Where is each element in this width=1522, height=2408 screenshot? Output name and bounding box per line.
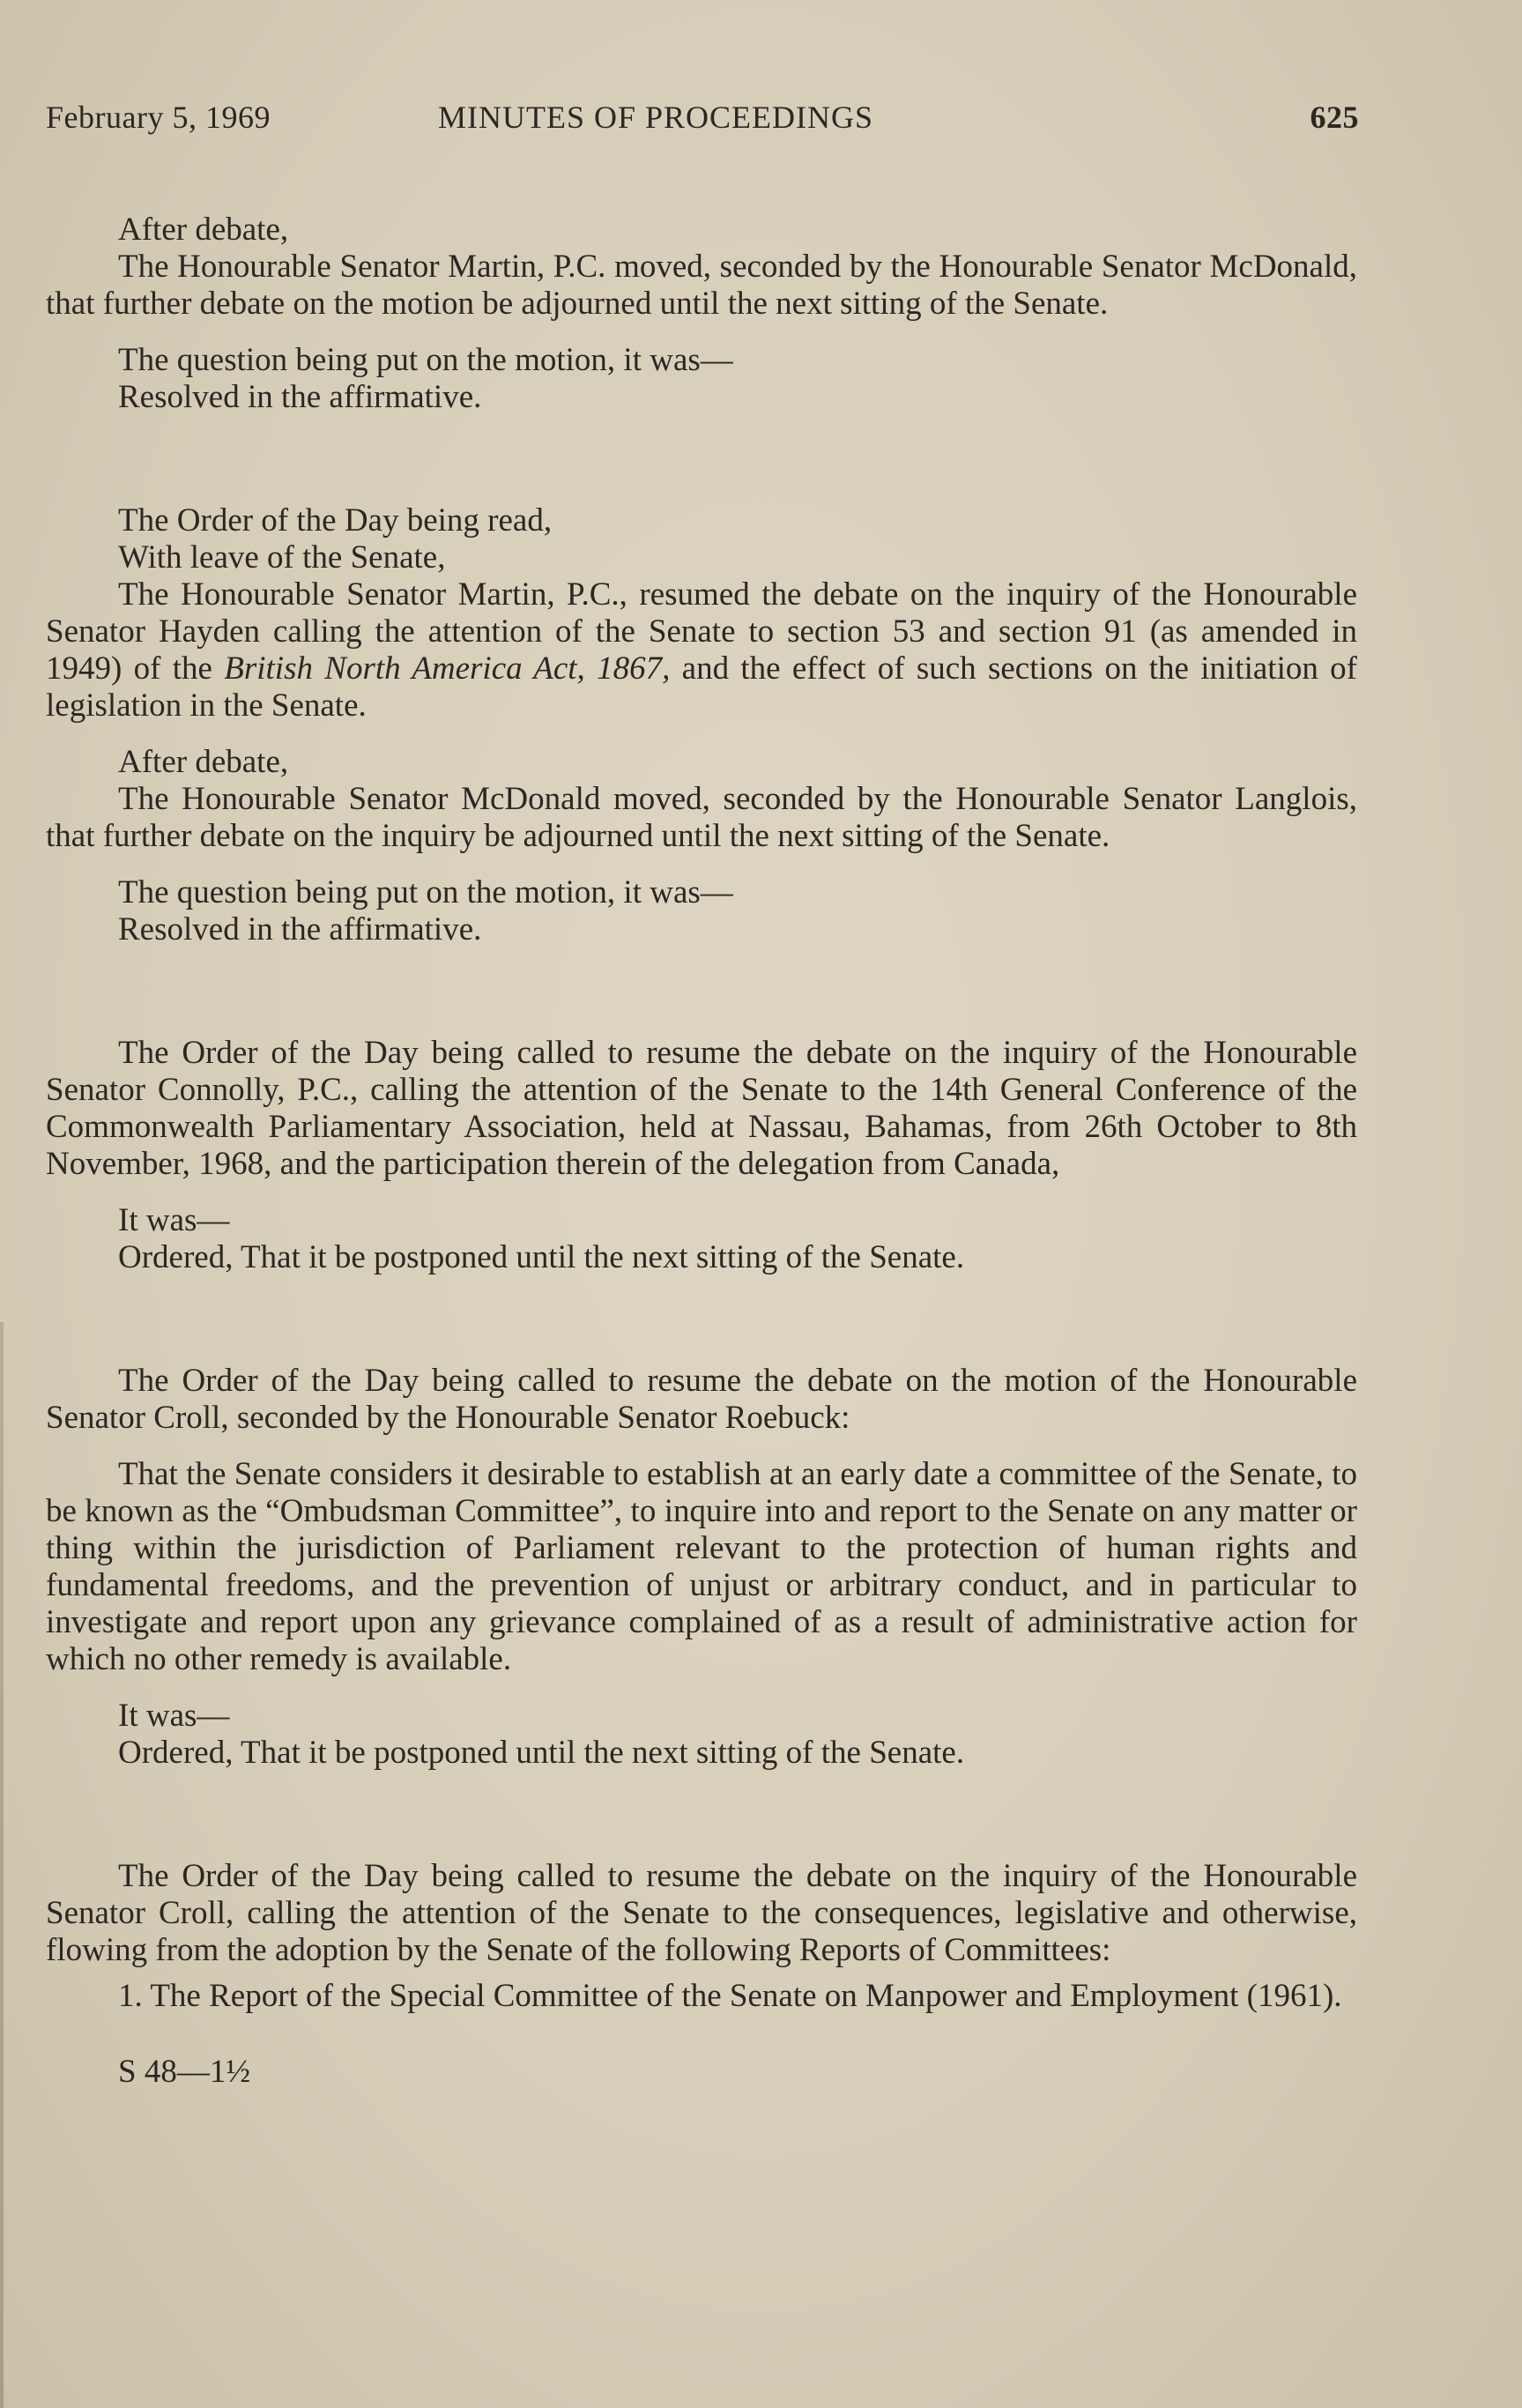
act-title-italic: British North America Act, 1867, (224, 650, 671, 687)
paragraph-text: and the effect of such sections on the initiation of legislation in the Senate. (46, 650, 1357, 724)
printer-signature-mark: S 48—1½ (118, 2054, 251, 2090)
paragraph: Ordered, That it be postponed until the next sitting of the Senate. (118, 1239, 965, 1275)
page-number: 625 (1310, 100, 1359, 135)
paragraph (46, 576, 1357, 725)
running-header (46, 99, 1359, 143)
paragraph: The Order of the Day being called to resume the debate on the motion of the Honourable Senator Croll, seconded by the Honourable Senator Roebuck: (46, 1363, 1357, 1436)
paragraph: With leave of the Senate, (118, 539, 446, 576)
list-item: 1. The Report of the Special Committee of the Senate on Manpower and Employment (1961). (118, 1978, 1342, 2014)
paragraph: Resolved in the affirmative. (118, 911, 482, 948)
page-body (46, 212, 1357, 2091)
header-title: MINUTES OF PROCEEDINGS (438, 100, 874, 135)
page-edge-shadow (0, 1322, 4, 2408)
paragraph: The Honourable Senator Martin, P.C. moved, seconded by the Honourable Senator McDonald, that further debate on the motion be adjourned until the next sitting of the Senate. (46, 249, 1357, 322)
paragraph: The Order of the Day being called to resume the debate on the inquiry of the Honourable Senator Croll, calling the attention of the Senate to the consequences, legislative and otherwise, flowing from the adoption by the Senate of the following Reports of Committees: (46, 1858, 1357, 1968)
paragraph: It was— (118, 1698, 230, 1734)
header-date: February 5, 1969 (46, 100, 271, 135)
paragraph: The question being put on the motion, it was— (118, 342, 733, 378)
paragraph-text: The Honourable Senator Martin, P.C., resumed the debate on the inquiry of the Honourable Senator Hayden calling the attention of the Senate to section 53 and section 91 (as amended in 1949) of the (46, 576, 1357, 687)
paragraph: After debate, (118, 212, 289, 248)
paragraph: The question being put on the motion, it was— (118, 874, 733, 910)
paragraph: The Order of the Day being read, (118, 502, 553, 539)
paragraph: Ordered, That it be postponed until the next sitting of the Senate. (118, 1735, 965, 1771)
paragraph: The Honourable Senator McDonald moved, seconded by the Honourable Senator Langlois, that further debate on the inquiry be adjourned until the next sitting of the Senate. (46, 781, 1357, 854)
paragraph: That the Senate considers it desirable to establish at an early date a committee of the Senate, to be known as the “Ombudsman Committee”, to inquire into and report to the Senate on any matter or thing within the jurisdiction of Parliament relevant to the protection of human rights and fundamental freedoms, and the prevention of unjust or arbitrary conduct, and in particular to investigate and report upon any grievance complained of as a result of administrative action for which no other remedy is available. (46, 1456, 1357, 1677)
paragraph: The Order of the Day being called to resume the debate on the inquiry of the Honourable Senator Connolly, P.C., calling the attention of the Senate to the 14th General Conference of the Commonwealth Parliamentary Association, held at Nassau, Bahamas, from 26th October to 8th November, 1968, and the participation therein of the delegation from Canada, (46, 1035, 1357, 1182)
paragraph: It was— (118, 1202, 230, 1238)
paragraph: After debate, (118, 744, 289, 780)
paragraph: Resolved in the affirmative. (118, 379, 482, 415)
